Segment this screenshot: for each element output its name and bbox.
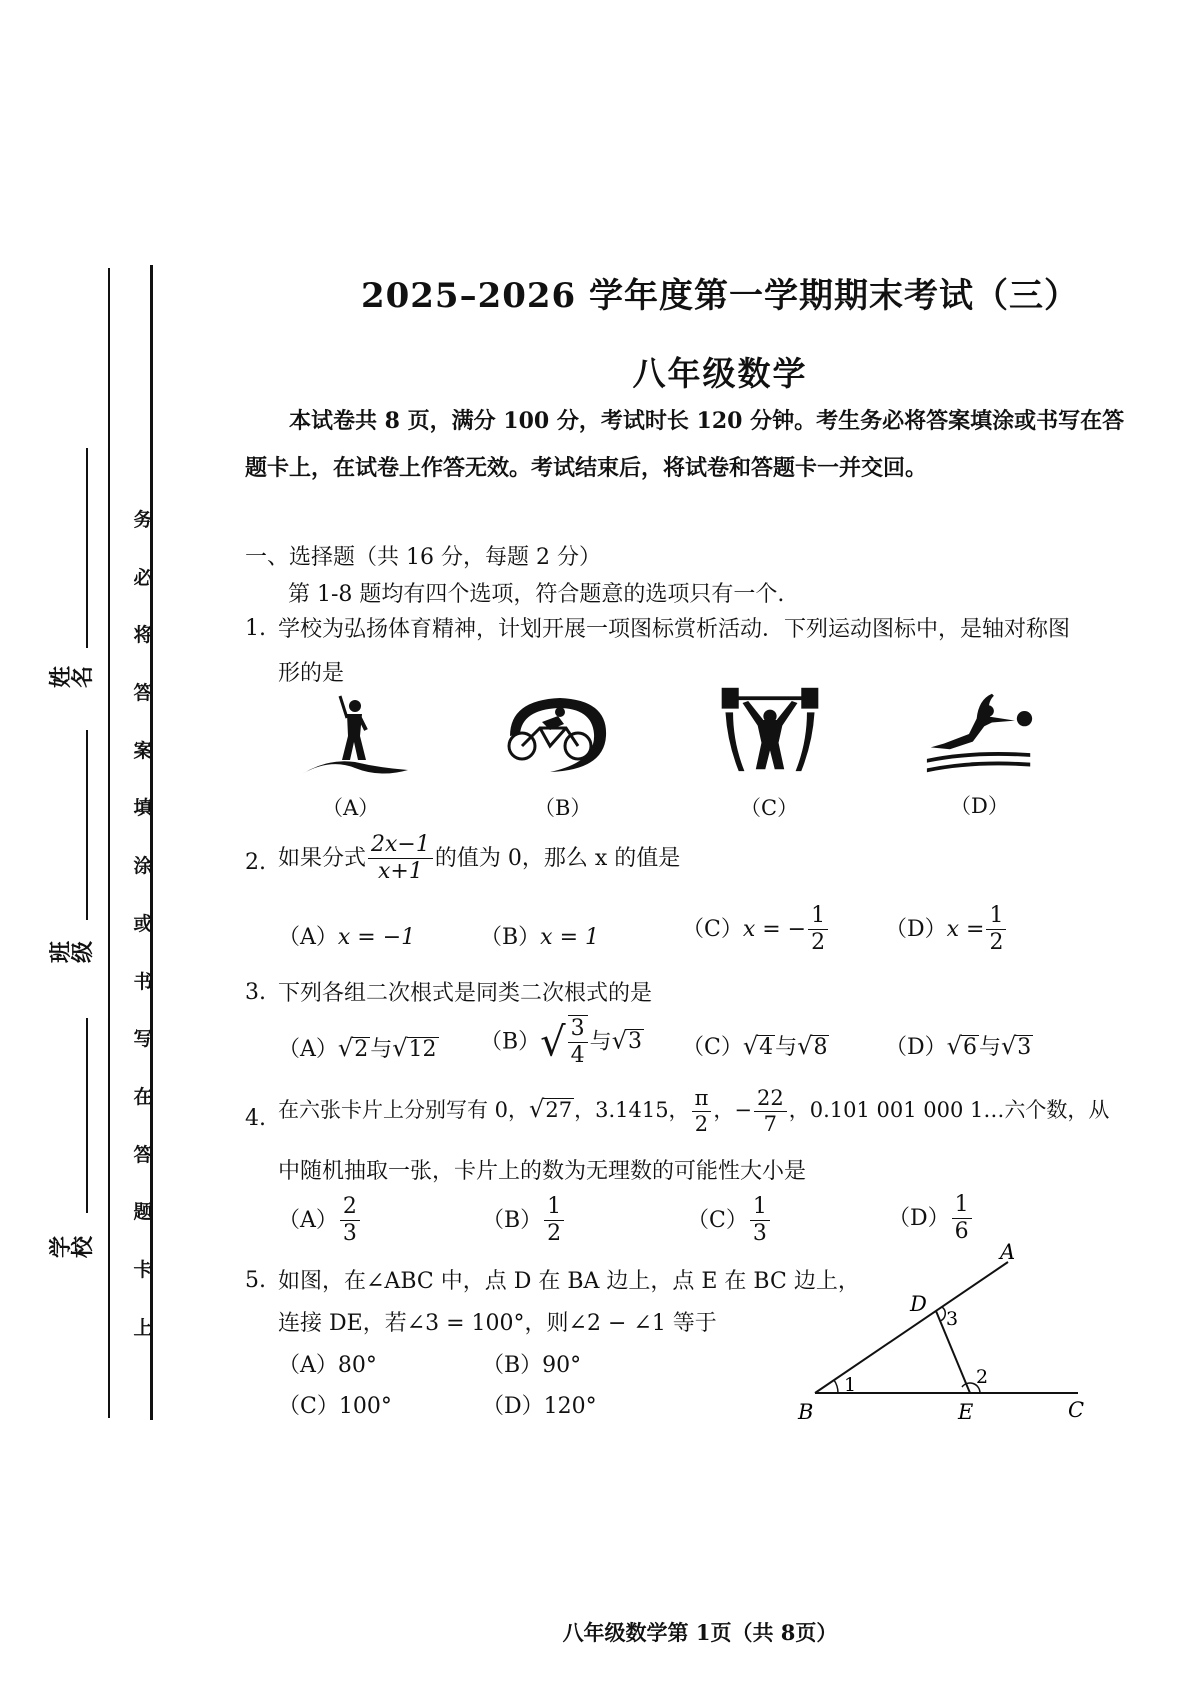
angle-3-arc (940, 1307, 945, 1321)
q2-option-b[interactable] (480, 920, 599, 951)
radical-sign-icon: √ (540, 1019, 566, 1066)
q5-option-c[interactable] (278, 1389, 392, 1420)
margin-warning-char: 答 (133, 682, 153, 705)
point-C: C (1068, 1398, 1085, 1422)
q2-option-d[interactable] (885, 903, 1008, 957)
q4-stem-line2: 中随机抽取一张，卡片上的数为无理数的可能性大小是 (278, 1159, 807, 1184)
q3-b-label: （B） (480, 1029, 541, 1055)
q2-stem (278, 832, 680, 886)
intro-line-2: 题卡上，在试卷上作答无效。考试结束后，将试卷和答题卡一并交回。 (245, 455, 928, 481)
point-B: B (798, 1400, 814, 1424)
q3-d-label: （D） (885, 1035, 947, 1060)
q3-c-label: （C） (682, 1035, 743, 1060)
angle-3-label: 3 (946, 1308, 959, 1330)
q4-mid2: ，− (713, 1098, 752, 1123)
q1-line2: 形的是 (278, 661, 345, 686)
q2-c-label: （C） (682, 916, 743, 942)
exam-title: 2025–2026 学年度第一学期期末考试（三） (360, 276, 1080, 316)
q2-option-c[interactable] (682, 903, 830, 957)
q5-d-value: 120° (543, 1394, 597, 1419)
section-heading: 一、选择题（共 16 分，每题 2 分） (245, 545, 601, 570)
q4-c-fraction (750, 1194, 770, 1248)
margin-warning-char: 在 (133, 1085, 153, 1108)
q4-b-num: 1 (544, 1194, 564, 1221)
q4-number: 4. (245, 1106, 266, 1131)
q3-a-mid: 与 (370, 1037, 393, 1062)
q2-d-fraction (986, 903, 1006, 957)
q5-a-value: 80° (337, 1353, 377, 1378)
q5-line1: 如图，在∠ABC 中，点 D 在 BA 边上，点 E 在 BC 边上， (278, 1269, 860, 1294)
school-underline (86, 1018, 88, 1213)
angle-1-arc (834, 1380, 838, 1393)
q3-c-rad1: 4 (759, 1035, 774, 1060)
q3-b-num: 3 (568, 1016, 588, 1043)
q2-frac-den: x+1 (378, 859, 423, 885)
margin-warning-char: 或 (133, 912, 153, 935)
q4-rad: 27 (545, 1098, 573, 1123)
margin-line-inner (108, 268, 110, 1418)
q2-number: 2. (245, 850, 266, 875)
q2-post: 的值为 0，那么 x 的值是 (434, 845, 681, 871)
q2-a-value: x = −1 (337, 925, 416, 950)
radical-sign-icon: √ (1000, 1032, 1017, 1060)
class-underline (86, 730, 88, 920)
intro-text-2 (245, 443, 1165, 493)
q5-c-label: （C） (278, 1394, 339, 1419)
q3-option-c[interactable] (682, 1030, 829, 1061)
q4-fraction (754, 1086, 787, 1137)
section-note: 第 1-8 题均有四个选项，符合题意的选项只有一个. (288, 582, 785, 607)
q4-f-num: 22 (754, 1086, 787, 1112)
q3-option-d[interactable] (885, 1030, 1033, 1061)
q1-label-b: （B） (534, 796, 592, 820)
q5-b-label: （B） (482, 1353, 543, 1378)
q3-number: 3. (245, 980, 266, 1005)
q2-c-den: 2 (811, 930, 826, 956)
q3-d-rad1: 6 (962, 1035, 977, 1060)
margin-warning-char: 书 (133, 970, 153, 993)
margin-warning-char: 填 (133, 797, 153, 820)
q4-pre: 在六张卡片上分别写有 0， (278, 1098, 530, 1123)
margin-warning-char: 必 (133, 566, 153, 589)
q2-d-num: 1 (986, 903, 1006, 930)
q3-c-rad2: 8 (813, 1035, 828, 1060)
q4-c-num: 1 (750, 1194, 770, 1221)
q5-c-value: 100° (338, 1394, 392, 1419)
exam-subtitle: 八年级数学 (632, 354, 808, 393)
school-label: 学校 (48, 1236, 96, 1259)
q4-b-fraction (544, 1194, 564, 1248)
margin-warning-char: 题 (133, 1201, 153, 1224)
q4-f-den: 7 (763, 1112, 778, 1137)
margin-warning-char: 卡 (133, 1258, 153, 1281)
margin-warning-char: 案 (133, 739, 153, 762)
q1-line1: 学校为弘扬体育精神，计划开展一项图标赏析活动．下列运动图标中，是轴对称图 (278, 617, 1071, 642)
q4-c-label: （C） (687, 1207, 748, 1233)
q1-label-a: （A） (322, 796, 380, 820)
q5-option-d[interactable] (482, 1389, 597, 1420)
q3-a-label: （A） (278, 1037, 338, 1062)
q1-label-d: （D） (950, 794, 1009, 818)
q2-pre: 如果分式 (278, 845, 367, 871)
q4-mid1: ，3.1415， (574, 1098, 690, 1123)
name-underline (86, 448, 88, 648)
q4-d-label: （D） (888, 1205, 950, 1231)
q5-geometry-figure (790, 1235, 1100, 1435)
q4-post: ，0.101 001 000 1…六个数，从 (788, 1098, 1110, 1123)
q5-a-label: （A） (278, 1353, 338, 1378)
margin-warning-char: 务 (133, 509, 153, 531)
intro-text (265, 396, 1185, 446)
radical-sign-icon: √ (337, 1034, 354, 1062)
q2-b-value: x = 1 (540, 925, 599, 950)
cyclist-icon (500, 688, 610, 778)
q3-a-rad2: 12 (408, 1037, 437, 1062)
q3-b-den: 4 (570, 1043, 585, 1069)
q3-a-rad1: 2 (354, 1037, 369, 1062)
q4-d-num: 1 (952, 1192, 972, 1219)
margin-warning-char: 答 (133, 1143, 153, 1166)
q4-option-b[interactable] (482, 1194, 566, 1248)
q4-a-den: 3 (342, 1221, 357, 1247)
q5-number: 5. (245, 1268, 266, 1293)
point-E: E (958, 1400, 974, 1424)
q2-fraction (368, 832, 433, 886)
intro-line-1: 本试卷共 8 页，满分 100 分，考试时长 120 分钟。考生务必将答案填涂或书写在答 (289, 408, 1125, 434)
radical-sign-icon: √ (946, 1032, 962, 1060)
q3-stem: 下列各组二次根式是同类二次根式的是 (278, 981, 653, 1006)
q4-d-den: 6 (954, 1219, 969, 1245)
q2-d-label: （D） (885, 916, 947, 942)
page-footer: 八年级数学第 1页（共 8页） (562, 1620, 838, 1645)
q3-option-a[interactable] (278, 1032, 439, 1063)
q4-c-den: 3 (752, 1221, 767, 1247)
point-A: A (1000, 1240, 1016, 1264)
q2-d-den: 2 (989, 930, 1004, 956)
name-label: 姓名 (48, 666, 96, 689)
q4-a-label: （A） (278, 1207, 338, 1233)
q5-line2: 连接 DE，若∠3 = 100°，则∠2 − ∠1 等于 (278, 1311, 717, 1336)
golfer-icon (300, 688, 410, 778)
q2-c-pre: x = − (742, 916, 807, 942)
q2-d-pre: x = (946, 916, 985, 942)
margin-warning-char: 写 (133, 1028, 153, 1051)
q4-pi-fraction (692, 1086, 712, 1137)
q4-a-num: 2 (340, 1194, 360, 1221)
q3-b-rad2: 3 (627, 1029, 642, 1055)
margin-warning-char: 上 (133, 1316, 153, 1339)
radical-sign-icon: √ (742, 1032, 759, 1060)
angle-2-label: 2 (976, 1366, 989, 1388)
q2-b-label: （B） (480, 925, 541, 950)
q3-b-fraction (568, 1015, 588, 1070)
q3-b-mid: 与 (589, 1029, 612, 1055)
q1-number: 1. (245, 616, 266, 641)
q4-b-label: （B） (482, 1207, 543, 1233)
q4-stem-line1 (278, 1086, 1109, 1137)
q4-option-a[interactable] (278, 1194, 362, 1248)
q3-c-mid: 与 (775, 1035, 798, 1060)
q2-frac-num: 2x−1 (368, 832, 433, 859)
q2-a-label: （A） (278, 925, 338, 950)
q4-option-c[interactable] (687, 1194, 772, 1248)
margin-warning (128, 505, 158, 1370)
class-label: 班级 (48, 941, 96, 964)
margin-warning-char: 将 (133, 624, 153, 647)
q5-option-a[interactable] (278, 1348, 377, 1379)
q5-b-value: 90° (542, 1353, 582, 1378)
q4-b-den: 2 (547, 1221, 562, 1247)
radical-sign-icon: √ (392, 1034, 408, 1062)
q3-option-b[interactable] (480, 1015, 644, 1070)
q5-option-b[interactable] (482, 1348, 581, 1379)
q4-pi-den: 2 (694, 1112, 709, 1137)
q2-option-a[interactable] (278, 920, 415, 951)
angle-1-label: 1 (844, 1374, 857, 1396)
q1-label-c: （C） (740, 796, 799, 820)
q3-d-mid: 与 (978, 1035, 1001, 1060)
point-D: D (910, 1292, 927, 1316)
q2-c-fraction (808, 903, 828, 957)
q4-pi-num: π (692, 1086, 712, 1112)
q3-d-rad2: 3 (1017, 1035, 1032, 1060)
q2-c-num: 1 (808, 903, 828, 930)
radical-sign-icon: √ (611, 1026, 627, 1055)
weightlifter-icon (715, 684, 825, 774)
q5-d-label: （D） (482, 1394, 544, 1419)
radical-sign-icon: √ (797, 1032, 813, 1060)
radical-sign-icon: √ (529, 1095, 545, 1124)
q4-a-fraction (340, 1194, 360, 1248)
volleyball-player-icon (925, 688, 1035, 778)
margin-warning-char: 涂 (133, 855, 153, 878)
